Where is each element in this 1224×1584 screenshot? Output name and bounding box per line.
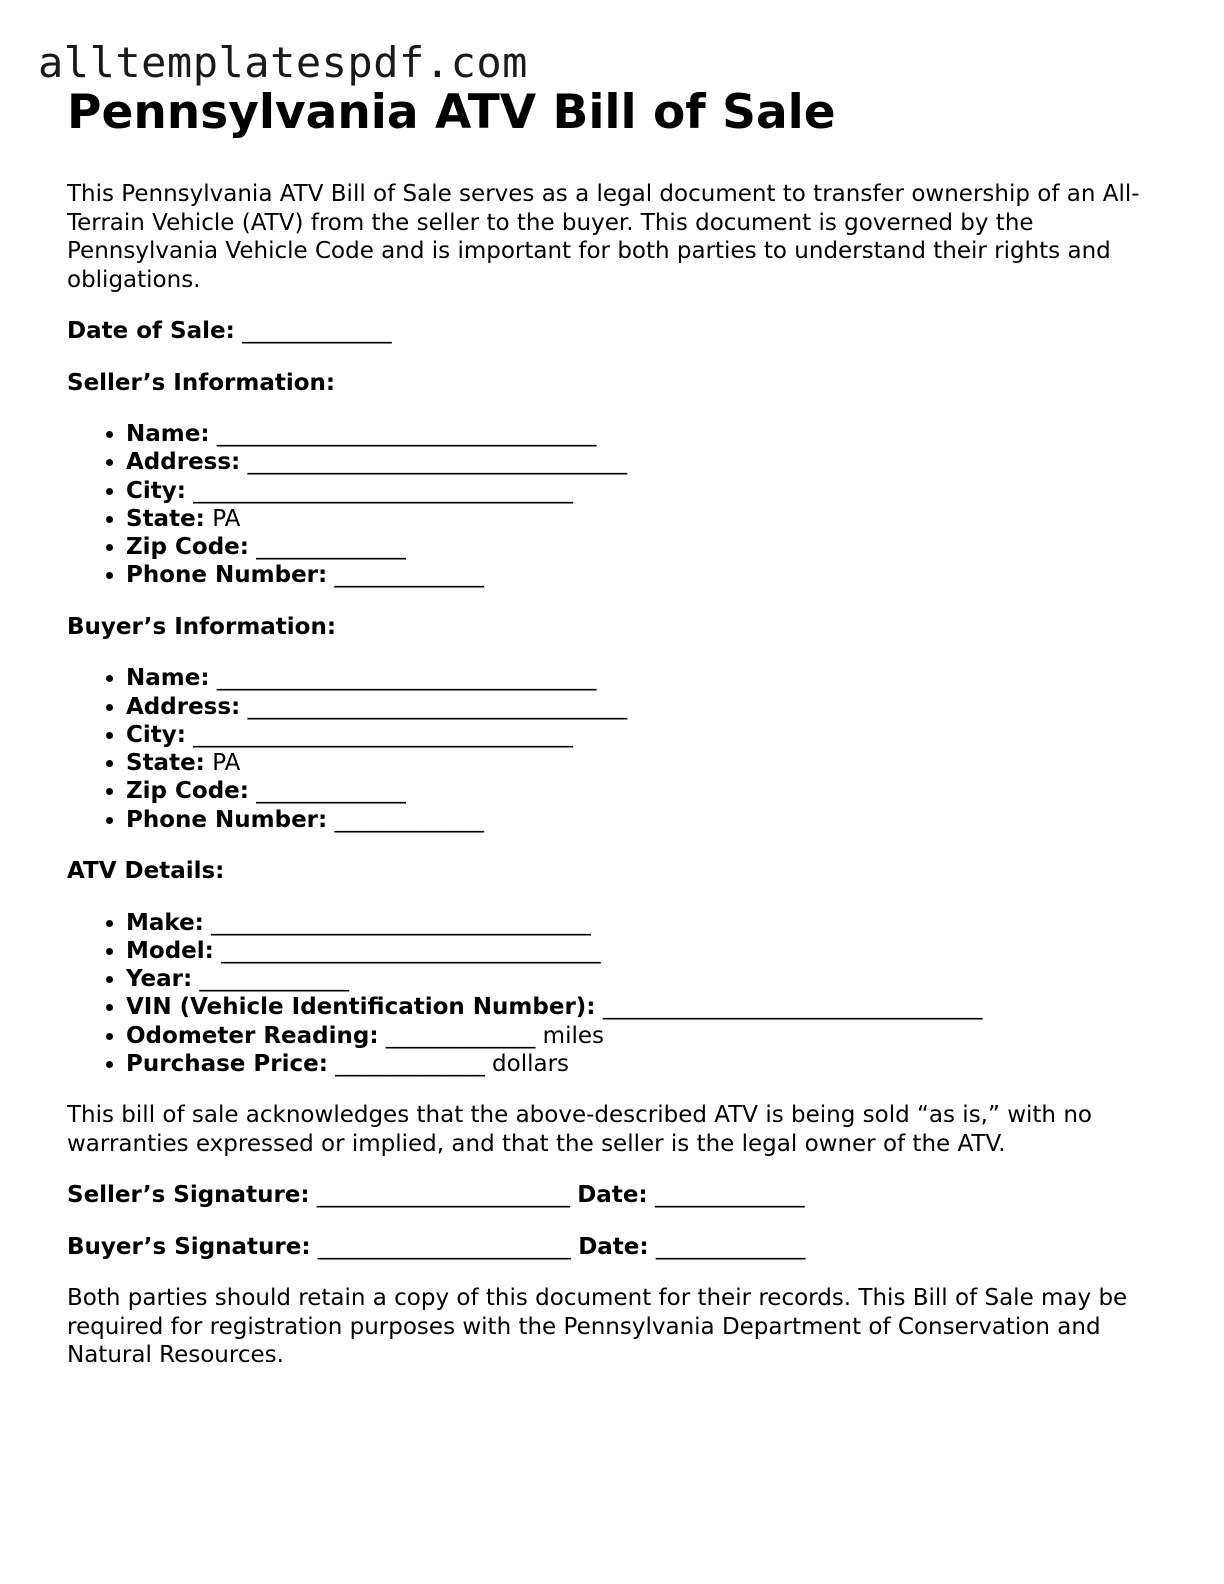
field-label: Zip Code: — [126, 534, 249, 561]
field-label: Model: — [126, 937, 214, 964]
seller-zip-item — [126, 533, 1157, 561]
atv-year-item — [126, 965, 1157, 993]
field-label: Year: — [126, 966, 193, 993]
seller-address-blank[interactable]: _________________________________ — [247, 449, 628, 476]
seller-zip-blank[interactable]: _____________ — [256, 534, 406, 561]
buyer-date-label: Date: — [578, 1233, 649, 1260]
watermark: alltemplatespdf.com — [38, 38, 528, 87]
atv-heading: ATV Details: — [67, 858, 225, 885]
field-label: Odometer Reading: — [126, 1022, 379, 1049]
field-label: Name: — [126, 665, 210, 692]
buyer-signature-row — [67, 1233, 1157, 1262]
atv-vin-blank[interactable]: _________________________________ — [602, 994, 983, 1021]
atv-vin-item — [126, 993, 1157, 1021]
seller-name-item — [126, 420, 1157, 448]
date-of-sale-label: Date of Sale: — [67, 318, 235, 344]
atv-fields — [67, 909, 1157, 1079]
seller-name-blank[interactable]: _________________________________ — [216, 421, 597, 447]
seller-fields — [67, 420, 1157, 590]
buyer-zip-blank[interactable]: _____________ — [256, 778, 406, 805]
seller-address-item — [126, 448, 1157, 476]
buyer-address-blank[interactable]: _________________________________ — [247, 693, 628, 720]
buyer-phone-blank[interactable]: _____________ — [334, 806, 485, 833]
seller-phone-item — [126, 561, 1157, 589]
atv-odometer-blank[interactable]: _____________ miles — [385, 1022, 604, 1049]
intro-paragraph: This Pennsylvania ATV Bill of Sale serves as a legal document to transfer ownership of an All-Terrain Vehicle (ATV) from the seller to the buyer. This document is governed by the Pennsylvania Vehicle Code and is important for both parties to understand their rights and obligations. — [67, 181, 1140, 293]
field-label: State: — [126, 750, 205, 777]
field-label: Phone Number: — [126, 562, 328, 589]
buyer-city-blank[interactable]: _________________________________ — [193, 721, 573, 748]
buyer-state-value: PA — [212, 750, 241, 777]
buyer-signature-blank[interactable]: ______________________ — [317, 1233, 571, 1260]
seller-phone-blank[interactable]: _____________ — [334, 562, 485, 589]
acknowledgement-paragraph: This bill of sale acknowledges that the above-described ATV is being sold “as is,” with no warranties expressed or implied, and that the seller is the legal owner of the ATV. — [67, 1102, 1092, 1157]
buyer-heading: Buyer’s Information: — [67, 613, 337, 640]
date-of-sale-blank[interactable]: _____________ — [242, 318, 392, 344]
seller-state-value: PA — [212, 505, 241, 532]
atv-make-blank[interactable]: _________________________________ — [211, 909, 591, 936]
seller-date-blank[interactable]: _____________ — [654, 1182, 805, 1209]
buyer-state-item — [126, 749, 1157, 777]
document-title: Pennsylvania ATV Bill of Sale — [67, 85, 836, 140]
seller-date-label: Date: — [577, 1182, 648, 1209]
seller-state-item — [126, 505, 1157, 533]
atv-model-item — [126, 937, 1157, 965]
closing-paragraph: Both parties should retain a copy of this document for their records. This Bill of Sale may be required for registration purposes with the Pennsylvania Department of Conservation and Natural Resources. — [67, 1285, 1128, 1369]
seller-city-blank[interactable]: _________________________________ — [193, 477, 573, 504]
document-body — [67, 82, 1157, 1370]
buyer-phone-item — [126, 806, 1157, 834]
buyer-fields — [67, 664, 1157, 834]
field-label: Make: — [126, 909, 204, 936]
field-label: Zip Code: — [126, 778, 249, 805]
atv-price-blank[interactable]: _____________ dollars — [335, 1051, 570, 1078]
seller-heading: Seller’s Information: — [67, 369, 336, 396]
field-label: State: — [126, 505, 205, 532]
field-label: City: — [126, 477, 186, 504]
field-label: City: — [126, 721, 186, 748]
field-label: Address: — [126, 693, 241, 720]
seller-signature-blank[interactable]: ______________________ — [316, 1182, 570, 1209]
buyer-date-blank[interactable]: _____________ — [655, 1233, 806, 1260]
seller-signature-label: Seller’s Signature: — [67, 1182, 310, 1209]
buyer-zip-item — [126, 777, 1157, 805]
seller-signature-row — [67, 1181, 1157, 1210]
field-label: Name: — [126, 421, 210, 447]
seller-city-item — [126, 477, 1157, 505]
buyer-signature-label: Buyer’s Signature: — [67, 1233, 311, 1260]
field-label: VIN (Vehicle Identification Number): — [126, 994, 596, 1021]
field-label: Address: — [126, 449, 241, 476]
field-label: Phone Number: — [126, 806, 328, 833]
buyer-city-item — [126, 721, 1157, 749]
buyer-name-item — [126, 664, 1157, 692]
atv-odometer-item — [126, 1022, 1157, 1050]
buyer-address-item — [126, 693, 1157, 721]
date-of-sale-row — [67, 317, 1157, 346]
atv-model-blank[interactable]: _________________________________ — [221, 937, 601, 964]
atv-price-item — [126, 1050, 1157, 1078]
field-label: Purchase Price: — [126, 1051, 328, 1078]
atv-year-blank[interactable]: _____________ — [199, 966, 350, 993]
atv-make-item — [126, 909, 1157, 937]
buyer-name-blank[interactable]: _________________________________ — [216, 665, 597, 692]
